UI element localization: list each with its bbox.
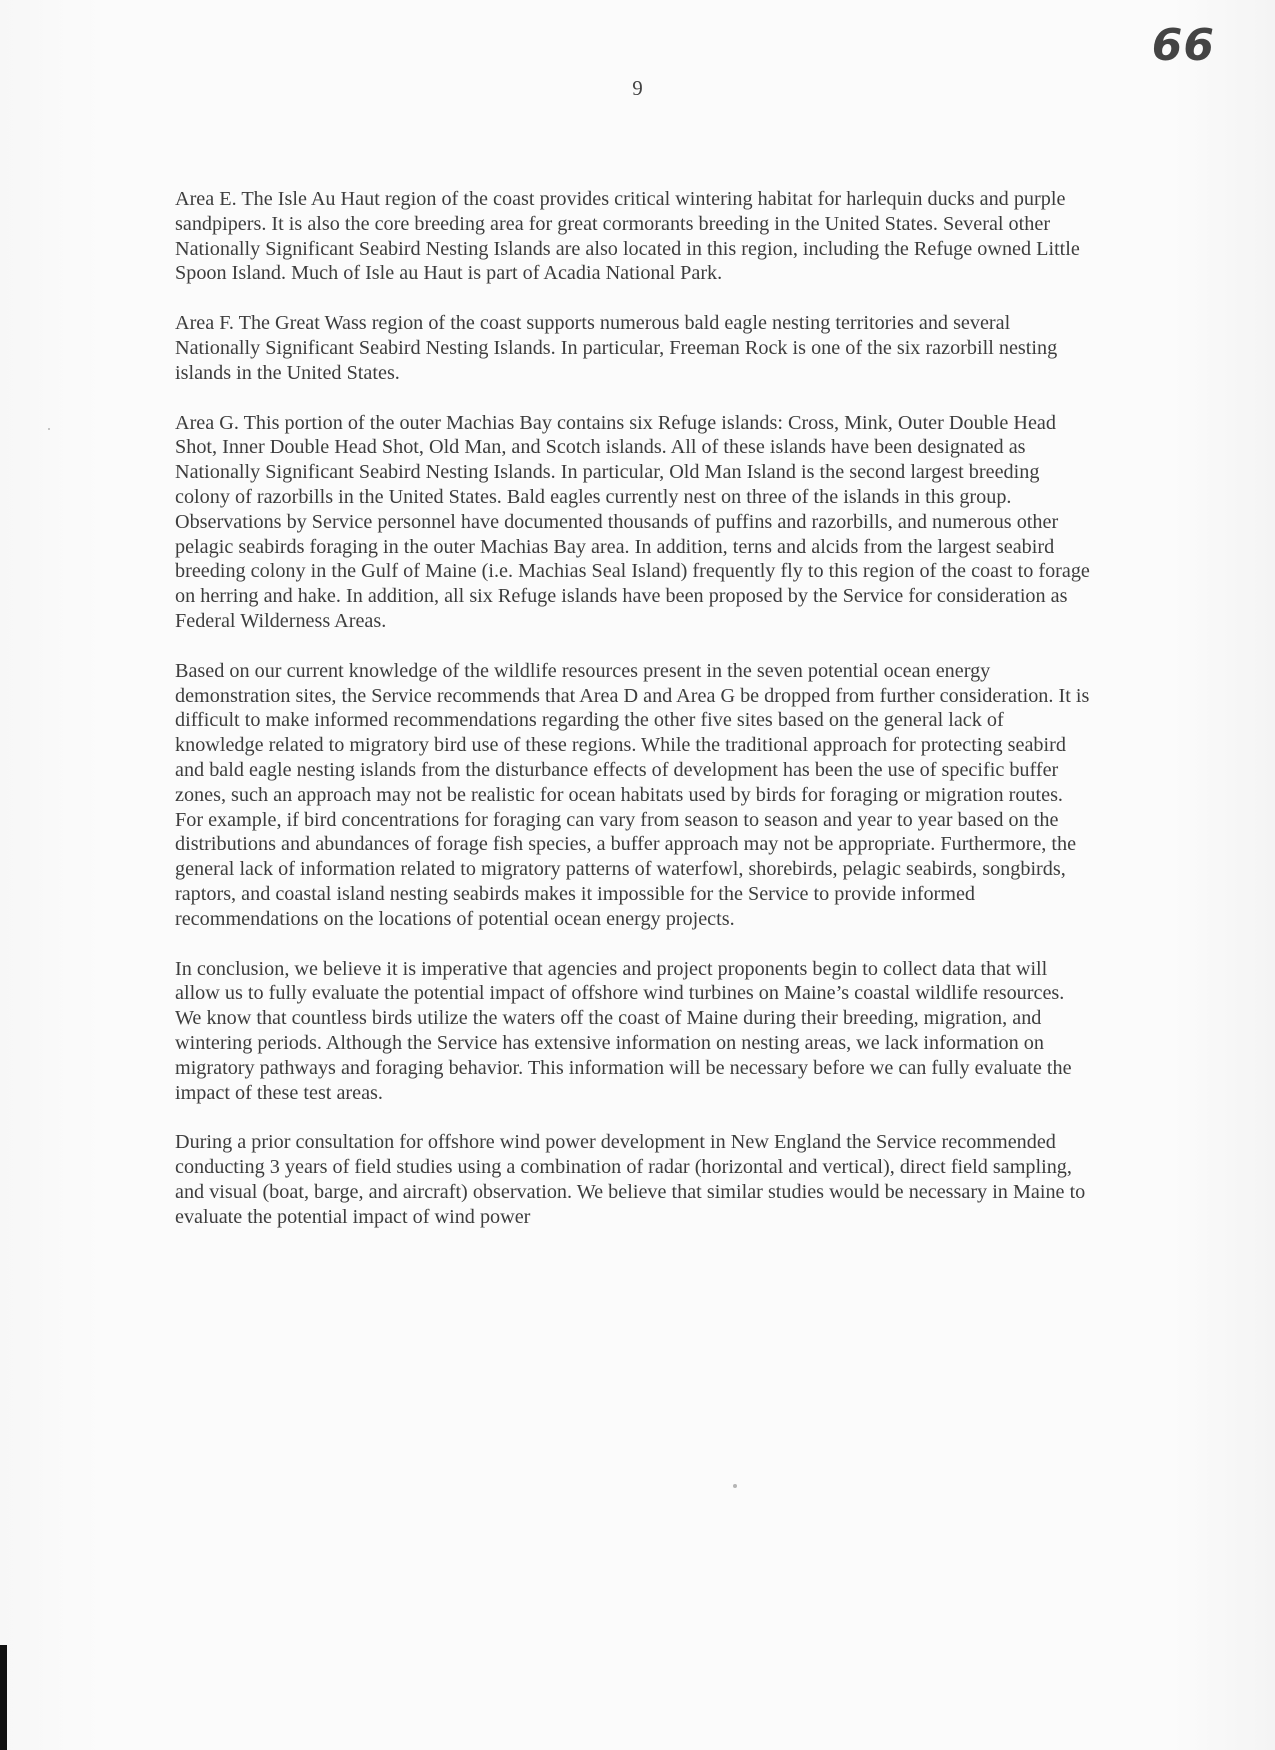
handwritten-page-number: 66 xyxy=(1151,20,1215,71)
paragraph-conclusion: In conclusion, we believe it is imperative that agencies and project proponents begin to collect data that will allow us to fully evaluate the potential impact of offshore wind turbines on Maine’s coastal wildlife resources. We know that countless birds utilize the waters off the coast of Maine during their breeding, migration, and wintering periods. Although the Service has extensive information on nesting areas, we lack information on migratory pathways and foraging behavior. This information will be necessary before we can fully evaluate the impact of these test areas. xyxy=(175,957,1072,1104)
page-number: 9 xyxy=(632,76,643,100)
paragraph-prior-consultation: During a prior consultation for offshore wind power development in New England the Service recommended conducting 3 years of field studies using a combination of radar (horizontal and vertical), direct field sampling, and visual (boat, barge, and aircraft) observation. We believe that similar studies would be necessary in Maine to evaluate the potential impact of wind power xyxy=(175,1131,1086,1228)
scan-speck xyxy=(733,1484,737,1488)
scan-edge-mark xyxy=(0,1645,7,1750)
scan-speck xyxy=(48,428,50,430)
paragraph-area-f: Area F. The Great Wass region of the coast supports numerous bald eagle nesting territories and several Nationally Significant Seabird Nesting Islands. In particular, Freeman Rock is one of the six razorbill nesting islands in the United States. xyxy=(175,312,1058,384)
paragraph-area-e: Area E. The Isle Au Haut region of the coast provides critical wintering habitat for harlequin ducks and purple sandpipers. It is also the core breeding area for great cormorants breeding in the United States. Several other Nationally Significant Seabird Nesting Islands are also located in this region, including the Refuge owned Little Spoon Island. Much of Isle au Haut is part of Acadia National Park. xyxy=(175,188,1080,285)
paragraph-area-g: Area G. This portion of the outer Machias Bay contains six Refuge islands: Cross, Mink, Outer Double Head Shot, Inner Double Head Shot, Old Man, and Scotch islands. All of these islands have been designated as Nationally Significant Seabird Nesting Islands. In particular, Old Man Island is the second largest breeding colony of razorbills in the United States. Bald eagles currently nest on three of the islands in this group. Observations by Service personnel have documented thousands of puffins and razorbills, and numerous other pelagic seabirds foraging in the outer Machias Bay area. In addition, terns and alcids from the largest seabird breeding colony in the Gulf of Maine (i.e. Machias Seal Island) frequently fly to this region of the coast to forage on herring and hake. In addition, all six Refuge islands have been proposed by the Service for consideration as Federal Wilderness Areas. xyxy=(175,411,1090,632)
paragraph-recommendations: Based on our current knowledge of the wildlife resources present in the seven potential ocean energy demonstration sites, the Service recommends that Area D and Area G be dropped from further consideration. It is difficult to make informed recommendations regarding the other five sites based on the general lack of knowledge related to migratory bird use of these regions. While the traditional approach for protecting seabird and bald eagle nesting islands from the disturbance effects of development has been the use of specific buffer zones, such an approach may not be realistic for ocean habitats used by birds for foraging or migration routes. For example, if bird concentrations for foraging can vary from season to season and year to year based on the distributions and abundances of forage fish species, a buffer approach may not be appropriate. Furthermore, the general lack of information related to migratory patterns of waterfowl, shorebirds, pelagic seabirds, songbirds, raptors, and coastal island nesting seabirds makes it impossible for the Service to provide informed recommendations on the locations of potential ocean energy projects. xyxy=(175,659,1090,930)
document-body xyxy=(175,187,1095,1254)
